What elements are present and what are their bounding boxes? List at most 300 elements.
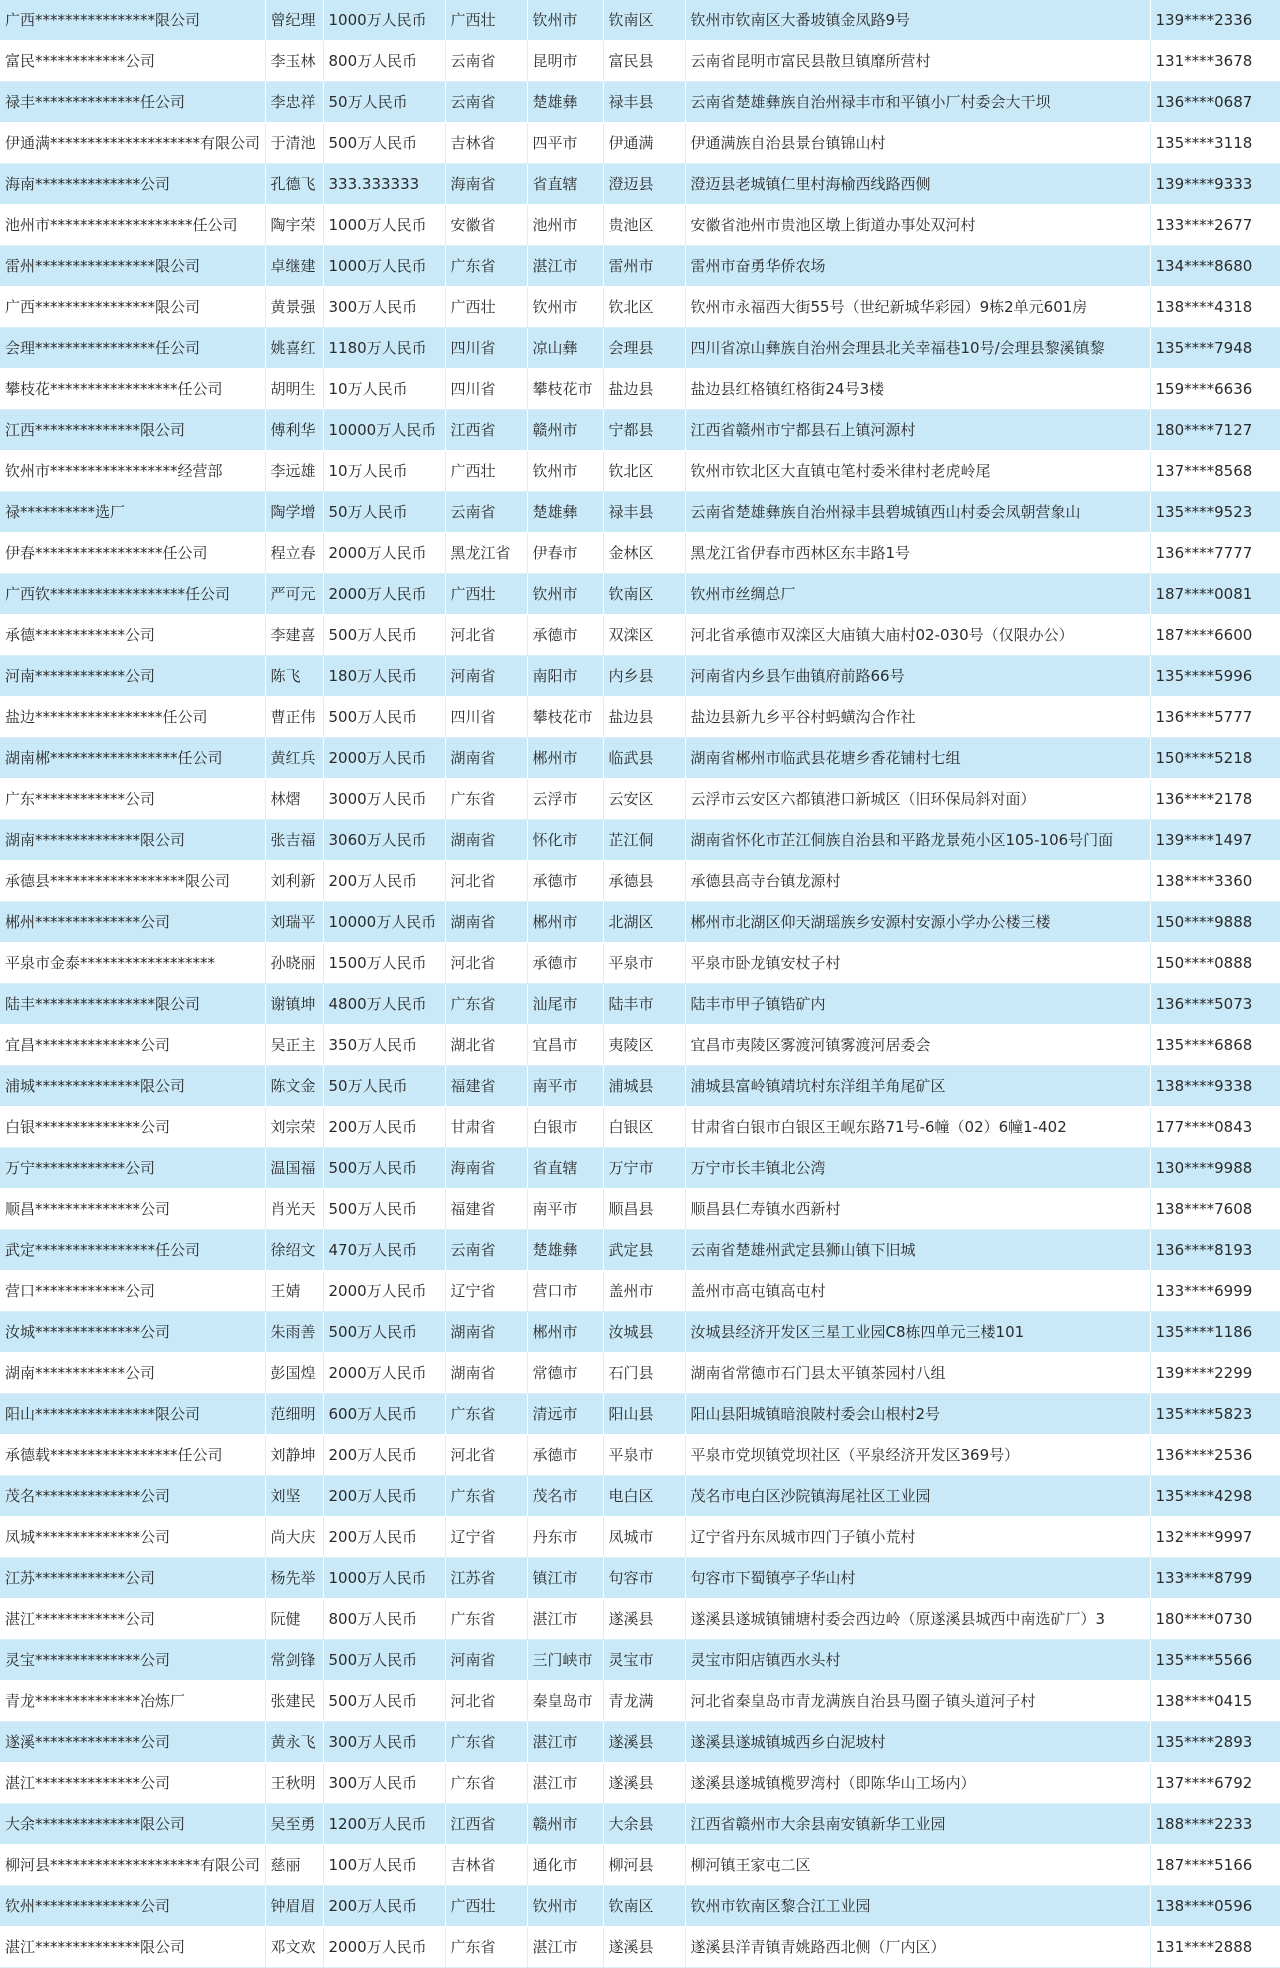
address-cell: 平泉市卧龙镇安杖子村: [685, 943, 1150, 984]
province-cell: 云南省: [445, 1230, 527, 1271]
company-name-cell: 承德县******************限公司: [0, 861, 265, 902]
company-name-cell: 广西钦******************任公司: [0, 574, 265, 615]
province-cell: 海南省: [445, 164, 527, 205]
district-cell: 大余县: [603, 1804, 685, 1845]
registered-capital-cell: 2000万人民币: [323, 738, 445, 779]
table-row: [0, 1927, 1280, 1968]
city-cell: 省直辖: [527, 1148, 603, 1189]
table-row: [0, 1517, 1280, 1558]
province-cell: 河南省: [445, 1640, 527, 1681]
company-name-cell: 武定****************任公司: [0, 1230, 265, 1271]
registered-capital-cell: 800万人民币: [323, 41, 445, 82]
legal-person-cell: 胡明生: [265, 369, 323, 410]
table-row: [0, 1804, 1280, 1845]
province-cell: 湖北省: [445, 1025, 527, 1066]
table-row: [0, 1230, 1280, 1271]
legal-person-cell: 徐绍文: [265, 1230, 323, 1271]
registered-capital-cell: 500万人民币: [323, 1189, 445, 1230]
table-row: [0, 287, 1280, 328]
address-cell: 顺昌县仁寿镇水西新村: [685, 1189, 1150, 1230]
city-cell: 昆明市: [527, 41, 603, 82]
city-cell: 郴州市: [527, 738, 603, 779]
address-cell: 雷州市奋勇华侨农场: [685, 246, 1150, 287]
registered-capital-cell: 10000万人民币: [323, 410, 445, 451]
district-cell: 云安区: [603, 779, 685, 820]
table-row: [0, 902, 1280, 943]
address-cell: 河南省内乡县乍曲镇府前路66号: [685, 656, 1150, 697]
district-cell: 万宁市: [603, 1148, 685, 1189]
address-cell: 遂溪县洋青镇青姚路西北侧（厂内区）: [685, 1927, 1150, 1968]
district-cell: 北湖区: [603, 902, 685, 943]
company-name-cell: 平泉市金泰******************: [0, 943, 265, 984]
district-cell: 澄迈县: [603, 164, 685, 205]
table-row: [0, 410, 1280, 451]
table-row: [0, 451, 1280, 492]
phone-cell: 159****6636: [1150, 369, 1280, 410]
phone-cell: 139****2299: [1150, 1353, 1280, 1394]
province-cell: 河北省: [445, 1435, 527, 1476]
district-cell: 平泉市: [603, 1435, 685, 1476]
company-name-cell: 江苏************公司: [0, 1558, 265, 1599]
district-cell: 武定县: [603, 1230, 685, 1271]
province-cell: 河南省: [445, 656, 527, 697]
province-cell: 四川省: [445, 328, 527, 369]
address-cell: 黑龙江省伊春市西林区东丰路1号: [685, 533, 1150, 574]
phone-cell: 138****7608: [1150, 1189, 1280, 1230]
table-row: [0, 1435, 1280, 1476]
legal-person-cell: 刘宗荣: [265, 1107, 323, 1148]
phone-cell: 134****8680: [1150, 246, 1280, 287]
province-cell: 辽宁省: [445, 1517, 527, 1558]
registered-capital-cell: 500万人民币: [323, 697, 445, 738]
city-cell: 南平市: [527, 1066, 603, 1107]
company-name-cell: 禄**********选厂: [0, 492, 265, 533]
table-row: [0, 82, 1280, 123]
address-cell: 甘肃省白银市白银区王岘东路71号-6幢（02）6幢1-402: [685, 1107, 1150, 1148]
city-cell: 通化市: [527, 1845, 603, 1886]
table-row: [0, 328, 1280, 369]
district-cell: 电白区: [603, 1476, 685, 1517]
company-name-cell: 会理****************任公司: [0, 328, 265, 369]
district-cell: 遂溪县: [603, 1599, 685, 1640]
address-cell: 云南省楚雄州武定县狮山镇下旧城: [685, 1230, 1150, 1271]
city-cell: 伊春市: [527, 533, 603, 574]
city-cell: 钦州市: [527, 574, 603, 615]
district-cell: 盐边县: [603, 369, 685, 410]
company-name-cell: 陆丰****************限公司: [0, 984, 265, 1025]
phone-cell: 136****8193: [1150, 1230, 1280, 1271]
phone-cell: 131****3678: [1150, 41, 1280, 82]
legal-person-cell: 曾纪理: [265, 0, 323, 41]
table-row: [0, 1640, 1280, 1681]
phone-cell: 130****9988: [1150, 1148, 1280, 1189]
phone-cell: 132****9997: [1150, 1517, 1280, 1558]
address-cell: 万宁市长丰镇北公湾: [685, 1148, 1150, 1189]
legal-person-cell: 陈文金: [265, 1066, 323, 1107]
table-row: [0, 1148, 1280, 1189]
province-cell: 海南省: [445, 1148, 527, 1189]
province-cell: 广东省: [445, 246, 527, 287]
registered-capital-cell: 470万人民币: [323, 1230, 445, 1271]
registered-capital-cell: 300万人民币: [323, 287, 445, 328]
district-cell: 陆丰市: [603, 984, 685, 1025]
legal-person-cell: 程立春: [265, 533, 323, 574]
table-row: [0, 1107, 1280, 1148]
company-name-cell: 阳山****************限公司: [0, 1394, 265, 1435]
registered-capital-cell: 500万人民币: [323, 1148, 445, 1189]
table-row: [0, 1066, 1280, 1107]
company-name-cell: 承德载*****************任公司: [0, 1435, 265, 1476]
table-row: [0, 861, 1280, 902]
registered-capital-cell: 10万人民币: [323, 369, 445, 410]
address-cell: 云南省昆明市富民县散旦镇靡所营村: [685, 41, 1150, 82]
registered-capital-cell: 100万人民币: [323, 1845, 445, 1886]
city-cell: 湛江市: [527, 246, 603, 287]
province-cell: 湖南省: [445, 1353, 527, 1394]
table-row: [0, 574, 1280, 615]
district-cell: 顺昌县: [603, 1189, 685, 1230]
company-name-cell: 湖南郴*****************任公司: [0, 738, 265, 779]
legal-person-cell: 李忠祥: [265, 82, 323, 123]
city-cell: 郴州市: [527, 902, 603, 943]
phone-cell: 135****7948: [1150, 328, 1280, 369]
legal-person-cell: 卓继建: [265, 246, 323, 287]
phone-cell: 137****6792: [1150, 1763, 1280, 1804]
phone-cell: 135****6868: [1150, 1025, 1280, 1066]
city-cell: 湛江市: [527, 1599, 603, 1640]
address-cell: 澄迈县老城镇仁里村海榆西线路西侧: [685, 164, 1150, 205]
legal-person-cell: 刘静坤: [265, 1435, 323, 1476]
address-cell: 句容市下蜀镇亭子华山村: [685, 1558, 1150, 1599]
registered-capital-cell: 1000万人民币: [323, 205, 445, 246]
district-cell: 柳河县: [603, 1845, 685, 1886]
district-cell: 遂溪县: [603, 1927, 685, 1968]
province-cell: 黑龙江省: [445, 533, 527, 574]
legal-person-cell: 邓文欢: [265, 1927, 323, 1968]
district-cell: 钦南区: [603, 1886, 685, 1927]
company-name-cell: 雷州****************限公司: [0, 246, 265, 287]
table-row: [0, 533, 1280, 574]
district-cell: 钦北区: [603, 287, 685, 328]
address-cell: 遂溪县遂城镇榄罗湾村（即陈华山工场内）: [685, 1763, 1150, 1804]
company-name-cell: 海南**************公司: [0, 164, 265, 205]
address-cell: 汝城县经济开发区三星工业园C8栋四单元三楼101: [685, 1312, 1150, 1353]
phone-cell: 180****7127: [1150, 410, 1280, 451]
phone-cell: 136****5073: [1150, 984, 1280, 1025]
table-row: [0, 1845, 1280, 1886]
company-name-cell: 伊通满********************有限公司: [0, 123, 265, 164]
company-name-cell: 江西**************限公司: [0, 410, 265, 451]
province-cell: 广西壮: [445, 287, 527, 328]
table-row: [0, 943, 1280, 984]
province-cell: 广西壮: [445, 0, 527, 41]
province-cell: 辽宁省: [445, 1271, 527, 1312]
table-row: [0, 1722, 1280, 1763]
province-cell: 广东省: [445, 1599, 527, 1640]
registered-capital-cell: 200万人民币: [323, 1435, 445, 1476]
legal-person-cell: 黄景强: [265, 287, 323, 328]
registered-capital-cell: 1200万人民币: [323, 1804, 445, 1845]
district-cell: 内乡县: [603, 656, 685, 697]
phone-cell: 133****6999: [1150, 1271, 1280, 1312]
address-cell: 云南省楚雄彝族自治州禄丰市和平镇小厂村委会大干坝: [685, 82, 1150, 123]
district-cell: 浦城县: [603, 1066, 685, 1107]
district-cell: 金林区: [603, 533, 685, 574]
city-cell: 宜昌市: [527, 1025, 603, 1066]
address-cell: 钦州市钦北区大直镇屯笔村委米律村老虎岭尾: [685, 451, 1150, 492]
address-cell: 柳河镇王家屯二区: [685, 1845, 1150, 1886]
district-cell: 盖州市: [603, 1271, 685, 1312]
province-cell: 湖南省: [445, 902, 527, 943]
registered-capital-cell: 500万人民币: [323, 123, 445, 164]
phone-cell: 135****5566: [1150, 1640, 1280, 1681]
address-cell: 盐边县红格镇红格街24号3楼: [685, 369, 1150, 410]
legal-person-cell: 杨先举: [265, 1558, 323, 1599]
registered-capital-cell: 200万人民币: [323, 861, 445, 902]
company-name-cell: 凤城**************公司: [0, 1517, 265, 1558]
province-cell: 云南省: [445, 492, 527, 533]
company-name-cell: 湛江**************公司: [0, 1763, 265, 1804]
city-cell: 承德市: [527, 861, 603, 902]
city-cell: 楚雄彝: [527, 82, 603, 123]
legal-person-cell: 李玉林: [265, 41, 323, 82]
city-cell: 赣州市: [527, 1804, 603, 1845]
province-cell: 广东省: [445, 779, 527, 820]
phone-cell: 135****4298: [1150, 1476, 1280, 1517]
city-cell: 常德市: [527, 1353, 603, 1394]
phone-cell: 188****2233: [1150, 1804, 1280, 1845]
registered-capital-cell: 1500万人民币: [323, 943, 445, 984]
province-cell: 广东省: [445, 984, 527, 1025]
company-name-cell: 广西****************限公司: [0, 287, 265, 328]
phone-cell: 136****5777: [1150, 697, 1280, 738]
address-cell: 宜昌市夷陵区雾渡河镇雾渡河居委会: [685, 1025, 1150, 1066]
district-cell: 会理县: [603, 328, 685, 369]
city-cell: 云浮市: [527, 779, 603, 820]
company-name-cell: 广西****************限公司: [0, 0, 265, 41]
registered-capital-cell: 2000万人民币: [323, 533, 445, 574]
registered-capital-cell: 50万人民币: [323, 1066, 445, 1107]
city-cell: 怀化市: [527, 820, 603, 861]
company-name-cell: 湖南************公司: [0, 1353, 265, 1394]
phone-cell: 139****1497: [1150, 820, 1280, 861]
registered-capital-cell: 350万人民币: [323, 1025, 445, 1066]
address-cell: 承德县高寺台镇龙源村: [685, 861, 1150, 902]
legal-person-cell: 黄永飞: [265, 1722, 323, 1763]
legal-person-cell: 曹正伟: [265, 697, 323, 738]
address-cell: 茂名市电白区沙院镇海尾社区工业园: [685, 1476, 1150, 1517]
legal-person-cell: 刘坚: [265, 1476, 323, 1517]
table-row: [0, 1763, 1280, 1804]
phone-cell: 136****2178: [1150, 779, 1280, 820]
legal-person-cell: 张吉福: [265, 820, 323, 861]
registered-capital-cell: 500万人民币: [323, 615, 445, 656]
table-row: [0, 1558, 1280, 1599]
phone-cell: 138****4318: [1150, 287, 1280, 328]
legal-person-cell: 王婧: [265, 1271, 323, 1312]
registered-capital-cell: 500万人民币: [323, 1640, 445, 1681]
company-name-cell: 宜昌**************公司: [0, 1025, 265, 1066]
address-cell: 灵宝市阳店镇西水头村: [685, 1640, 1150, 1681]
province-cell: 江西省: [445, 410, 527, 451]
legal-person-cell: 陶学增: [265, 492, 323, 533]
table-row: [0, 205, 1280, 246]
phone-cell: 180****0730: [1150, 1599, 1280, 1640]
company-name-cell: 湛江**************限公司: [0, 1927, 265, 1968]
company-name-cell: 茂名**************公司: [0, 1476, 265, 1517]
phone-cell: 135****5823: [1150, 1394, 1280, 1435]
legal-person-cell: 王秋明: [265, 1763, 323, 1804]
address-cell: 钦州市钦南区大番坡镇金凤路9号: [685, 0, 1150, 41]
company-name-cell: 营口************公司: [0, 1271, 265, 1312]
company-name-cell: 盐边*****************任公司: [0, 697, 265, 738]
province-cell: 福建省: [445, 1189, 527, 1230]
phone-cell: 135****3118: [1150, 123, 1280, 164]
city-cell: 楚雄彝: [527, 492, 603, 533]
legal-person-cell: 阮健: [265, 1599, 323, 1640]
city-cell: 镇江市: [527, 1558, 603, 1599]
address-cell: 河北省承德市双滦区大庙镇大庙村02-030号（仅限办公）: [685, 615, 1150, 656]
district-cell: 遂溪县: [603, 1722, 685, 1763]
phone-cell: 136****2536: [1150, 1435, 1280, 1476]
address-cell: 遂溪县遂城镇铺塘村委会西边岭（原遂溪县城西中南选矿厂）3: [685, 1599, 1150, 1640]
district-cell: 白银区: [603, 1107, 685, 1148]
district-cell: 双滦区: [603, 615, 685, 656]
city-cell: 钦州市: [527, 287, 603, 328]
city-cell: 茂名市: [527, 1476, 603, 1517]
province-cell: 甘肃省: [445, 1107, 527, 1148]
address-cell: 钦州市钦南区黎合江工业园: [685, 1886, 1150, 1927]
table-row: [0, 779, 1280, 820]
province-cell: 广东省: [445, 1476, 527, 1517]
province-cell: 广西壮: [445, 574, 527, 615]
table-row: [0, 820, 1280, 861]
legal-person-cell: 吴正主: [265, 1025, 323, 1066]
province-cell: 四川省: [445, 697, 527, 738]
address-cell: 湖南省郴州市临武县花塘乡香花铺村七组: [685, 738, 1150, 779]
province-cell: 云南省: [445, 41, 527, 82]
district-cell: 雷州市: [603, 246, 685, 287]
phone-cell: 187****5166: [1150, 1845, 1280, 1886]
district-cell: 石门县: [603, 1353, 685, 1394]
province-cell: 安徽省: [445, 205, 527, 246]
city-cell: 钦州市: [527, 1886, 603, 1927]
registered-capital-cell: 2000万人民币: [323, 1353, 445, 1394]
city-cell: 攀枝花市: [527, 697, 603, 738]
phone-cell: 139****2336: [1150, 0, 1280, 41]
registered-capital-cell: 1000万人民币: [323, 1558, 445, 1599]
legal-person-cell: 陶宇荣: [265, 205, 323, 246]
phone-cell: 150****0888: [1150, 943, 1280, 984]
table-row: [0, 1312, 1280, 1353]
district-cell: 承德县: [603, 861, 685, 902]
legal-person-cell: 尚大庆: [265, 1517, 323, 1558]
legal-person-cell: 张建民: [265, 1681, 323, 1722]
province-cell: 湖南省: [445, 820, 527, 861]
address-cell: 安徽省池州市贵池区墩上街道办事处双河村: [685, 205, 1150, 246]
registered-capital-cell: 2000万人民币: [323, 1927, 445, 1968]
company-name-cell: 湖南**************限公司: [0, 820, 265, 861]
table-row: [0, 1886, 1280, 1927]
district-cell: 平泉市: [603, 943, 685, 984]
district-cell: 钦南区: [603, 574, 685, 615]
district-cell: 禄丰县: [603, 82, 685, 123]
province-cell: 湖南省: [445, 738, 527, 779]
company-name-cell: 钦州**************公司: [0, 1886, 265, 1927]
province-cell: 河北省: [445, 1681, 527, 1722]
company-name-cell: 钦州市*****************经营部: [0, 451, 265, 492]
phone-cell: 131****2888: [1150, 1927, 1280, 1968]
city-cell: 楚雄彝: [527, 1230, 603, 1271]
city-cell: 三门峡市: [527, 1640, 603, 1681]
registered-capital-cell: 1000万人民币: [323, 0, 445, 41]
province-cell: 广东省: [445, 1927, 527, 1968]
table-row: [0, 369, 1280, 410]
company-name-cell: 伊春*****************任公司: [0, 533, 265, 574]
district-cell: 贵池区: [603, 205, 685, 246]
city-cell: 池州市: [527, 205, 603, 246]
address-cell: 云南省楚雄彝族自治州禄丰县碧城镇西山村委会凤朝营象山: [685, 492, 1150, 533]
district-cell: 禄丰县: [603, 492, 685, 533]
legal-person-cell: 范细明: [265, 1394, 323, 1435]
company-name-cell: 富民************公司: [0, 41, 265, 82]
registered-capital-cell: 300万人民币: [323, 1763, 445, 1804]
registered-capital-cell: 180万人民币: [323, 656, 445, 697]
city-cell: 南平市: [527, 1189, 603, 1230]
district-cell: 宁都县: [603, 410, 685, 451]
company-name-cell: 禄丰**************任公司: [0, 82, 265, 123]
table-row: [0, 41, 1280, 82]
province-cell: 广东省: [445, 1394, 527, 1435]
phone-cell: 187****0081: [1150, 574, 1280, 615]
address-cell: 辽宁省丹东凤城市四门子镇小荒村: [685, 1517, 1150, 1558]
city-cell: 清远市: [527, 1394, 603, 1435]
city-cell: 南阳市: [527, 656, 603, 697]
city-cell: 承德市: [527, 1435, 603, 1476]
company-name-cell: 青龙**************冶炼厂: [0, 1681, 265, 1722]
phone-cell: 135****2893: [1150, 1722, 1280, 1763]
phone-cell: 139****9333: [1150, 164, 1280, 205]
address-cell: 阳山县阳城镇暗浪陂村委会山根村2号: [685, 1394, 1150, 1435]
phone-cell: 136****7777: [1150, 533, 1280, 574]
legal-person-cell: 李远雄: [265, 451, 323, 492]
table-row: [0, 1025, 1280, 1066]
address-cell: 平泉市党坝镇党坝社区（平泉经济开发区369号）: [685, 1435, 1150, 1476]
address-cell: 河北省秦皇岛市青龙满族自治县马圈子镇头道河子村: [685, 1681, 1150, 1722]
city-cell: 赣州市: [527, 410, 603, 451]
table-row: [0, 1271, 1280, 1312]
legal-person-cell: 吴至勇: [265, 1804, 323, 1845]
legal-person-cell: 刘瑞平: [265, 902, 323, 943]
registered-capital-cell: 200万人民币: [323, 1886, 445, 1927]
city-cell: 钦州市: [527, 451, 603, 492]
phone-cell: 138****0596: [1150, 1886, 1280, 1927]
address-cell: 遂溪县遂城镇城西乡白泥坡村: [685, 1722, 1150, 1763]
phone-cell: 136****0687: [1150, 82, 1280, 123]
province-cell: 广东省: [445, 1763, 527, 1804]
district-cell: 夷陵区: [603, 1025, 685, 1066]
phone-cell: 138****3360: [1150, 861, 1280, 902]
registered-capital-cell: 2000万人民币: [323, 1271, 445, 1312]
table-row: [0, 246, 1280, 287]
company-name-cell: 广东************公司: [0, 779, 265, 820]
district-cell: 汝城县: [603, 1312, 685, 1353]
legal-person-cell: 陈飞: [265, 656, 323, 697]
city-cell: 承德市: [527, 615, 603, 656]
province-cell: 湖南省: [445, 1312, 527, 1353]
address-cell: 伊通满族自治县景台镇锦山村: [685, 123, 1150, 164]
province-cell: 四川省: [445, 369, 527, 410]
